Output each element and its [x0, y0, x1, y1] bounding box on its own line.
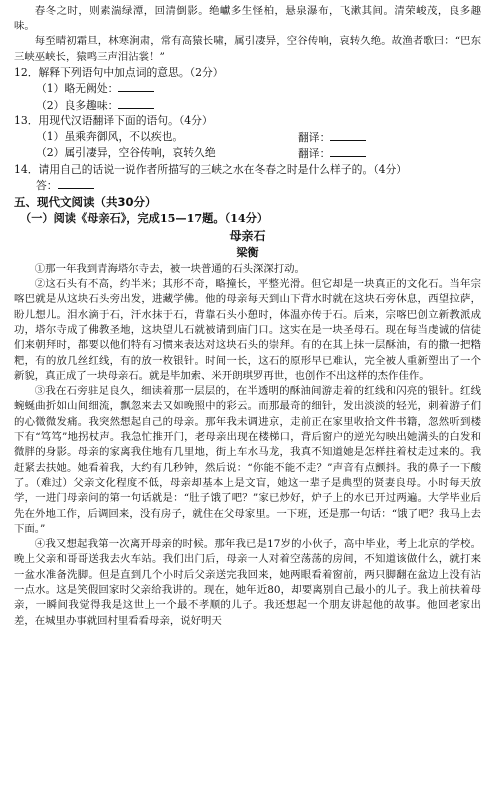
- intro-paragraph-2: 每至晴初霜旦，林寒涧肃，常有高猿长啸，属引凄异，空谷传响，哀转久绝。故渔者歌曰：“巴东三峡巫峡长，猿鸣三声泪沾裳！”: [14, 35, 481, 63]
- answer-blank[interactable]: [118, 97, 154, 109]
- question-12-item-2-text: （2）良多趣味：: [36, 98, 119, 112]
- answer-blank[interactable]: [58, 177, 94, 189]
- question-13: [14, 113, 481, 162]
- article-paragraph-3: ③我在石旁驻足良久，细读着那一层层的，在半透明的酥油间游走着的红线和闪亮的银针。红线蜿蜒曲折如山间细流，飘忽来去又如晚照中的彩云。而那最奇的细针，发出淡淡的轻光，刺着游子们的心微微发痛。我突然想起自己的母亲。那年我未调进京，走前正在家里收拾文件书籍，忽然听到楼下有“笃笃”地拐杖声。我急忙推开门，老母亲出现在楼梯口，背后窗户的逆光勾映出她满头的白发和微胖的身影。母亲的家离我住地有几里地，街上车水马龙，我真不知道她是怎样拄着杖走过来的。我赶紧去扶她。她看着我，大约有几秒钟，然后说：“你能不能不走？”声音有点颤抖。我的鼻子一下酸了。（难过）父亲文化程度不低，母亲却基本上是文盲，她这一辈子是典型的贤妻良母。小时每天放学，一进门母亲问的第一句话就是：“肚子饿了吧？”家已炒好，炉子上的水已开过两遍。大学毕业后先在外地工作，后调回来，没有房子，就住在父母家里。一下班，还是那一句话：“饿了吧？我马上去下面。”: [14, 385, 481, 535]
- section-five-title: 五、现代文阅读（共30分）: [14, 194, 157, 209]
- question-12: [14, 65, 481, 114]
- article-paragraph-4: ④我又想起我第一次离开母亲的时候。那年我已是17岁的小伙子，高中毕业，考上北京的学校。晚上父亲和哥哥送我去火车站。我们出门后，母亲一人对着空荡荡的房间，不知道该做什么，就打来一盆水准备洗脚。但是直到几个小时后父亲送完我回来，她两眼看着窗前，两只脚翻在盆边上没有沾一点水。这是笑假回家时父亲给我讲的。现在，她年近80，却要离别自己最小的儿子。我上前扶着母亲，一瞬间我觉得我是这世上一个最不孝顺的儿子。我还想起一个朋友讲起他的故事。他回老家出差，在城里办事就回村里看看母亲，说好明天: [14, 538, 481, 627]
- question-14: [14, 162, 481, 194]
- translate-label: 翻译：: [298, 130, 331, 144]
- article-title: 母亲石: [229, 228, 266, 243]
- part-one-title: （一）阅读《母亲石》，完成15—17题。（14分）: [20, 210, 269, 225]
- answer-blank[interactable]: [330, 129, 366, 141]
- article-paragraph-1: ①那一年我到青海塔尔寺去，被一块普通的石头深深打动。: [34, 262, 305, 275]
- question-14-answer: [36, 177, 481, 194]
- question-14-stem: 14．请用自己的话说一说作者所描写的三峡之水在冬春之时是什么样子的。（4分）: [14, 162, 408, 176]
- intro-paragraph-1: 春冬之时，则素湍绿潭，回清倒影。绝巘多生怪柏，悬泉瀑布，飞漱其间。清荣峻茂，良多趣味。: [14, 5, 481, 33]
- translate-field: [298, 145, 481, 162]
- question-12-item-1-text: （1）略无阙处：: [36, 82, 119, 96]
- question-13-item-2-text: （2）属引凄异，空谷传响，哀转久绝: [36, 146, 216, 160]
- translate-label: 翻译：: [298, 147, 331, 161]
- question-12-item-1: [36, 80, 481, 97]
- question-13-item-1-text: （1）虽乘奔御风，不以疾也。: [36, 129, 184, 143]
- question-13-stem: 13．用现代汉语翻译下面的语句。（4分）: [14, 114, 213, 128]
- question-13-item-1: [36, 129, 481, 146]
- question-12-stem: 12．解释下列语句中加点词的意思。（2分）: [14, 65, 224, 79]
- question-13-item-2: [36, 145, 481, 162]
- article-author: 梁衡: [236, 245, 259, 259]
- article-body: [14, 262, 481, 629]
- translate-field: [298, 129, 481, 146]
- answer-blank[interactable]: [118, 80, 154, 92]
- answer-label: 答：: [36, 179, 58, 193]
- article-paragraph-2: ②这石头有不高，约半米；其形不奇，略撞长，平整光滑。但它却是一块真正的文化石。当年宗喀巴就是从这块石头旁出发，进藏学佛。他的母亲每天到山下背水时就在这块石旁休息，西望拉萨，盼儿想儿。泪水滴于石，汗水抹于石，背靠石头小憩时，体温亦传于石。后来，宗喀巴创立新教派成功，塔尔寺成了佛教圣地，这块望儿石就被请到庙门口。这实在是一块圣母石。现在每当虔诚的信徒们来朝拜时，都要以他们特有习惯来表达对这块石头的崇拜。有的在其上抹一层酥油，有的撒一把糌粑，有的放几丝红线，有的放一枚银针。时间一长，这石的原形早已难认，完全被人重新塑出了一个新貌，真正成了一块母亲石。就是毕加索、米开朗琪罗再世，也创作不出这样的杰作佳作。: [14, 278, 481, 382]
- answer-blank[interactable]: [330, 145, 366, 157]
- question-12-item-2: [36, 97, 481, 114]
